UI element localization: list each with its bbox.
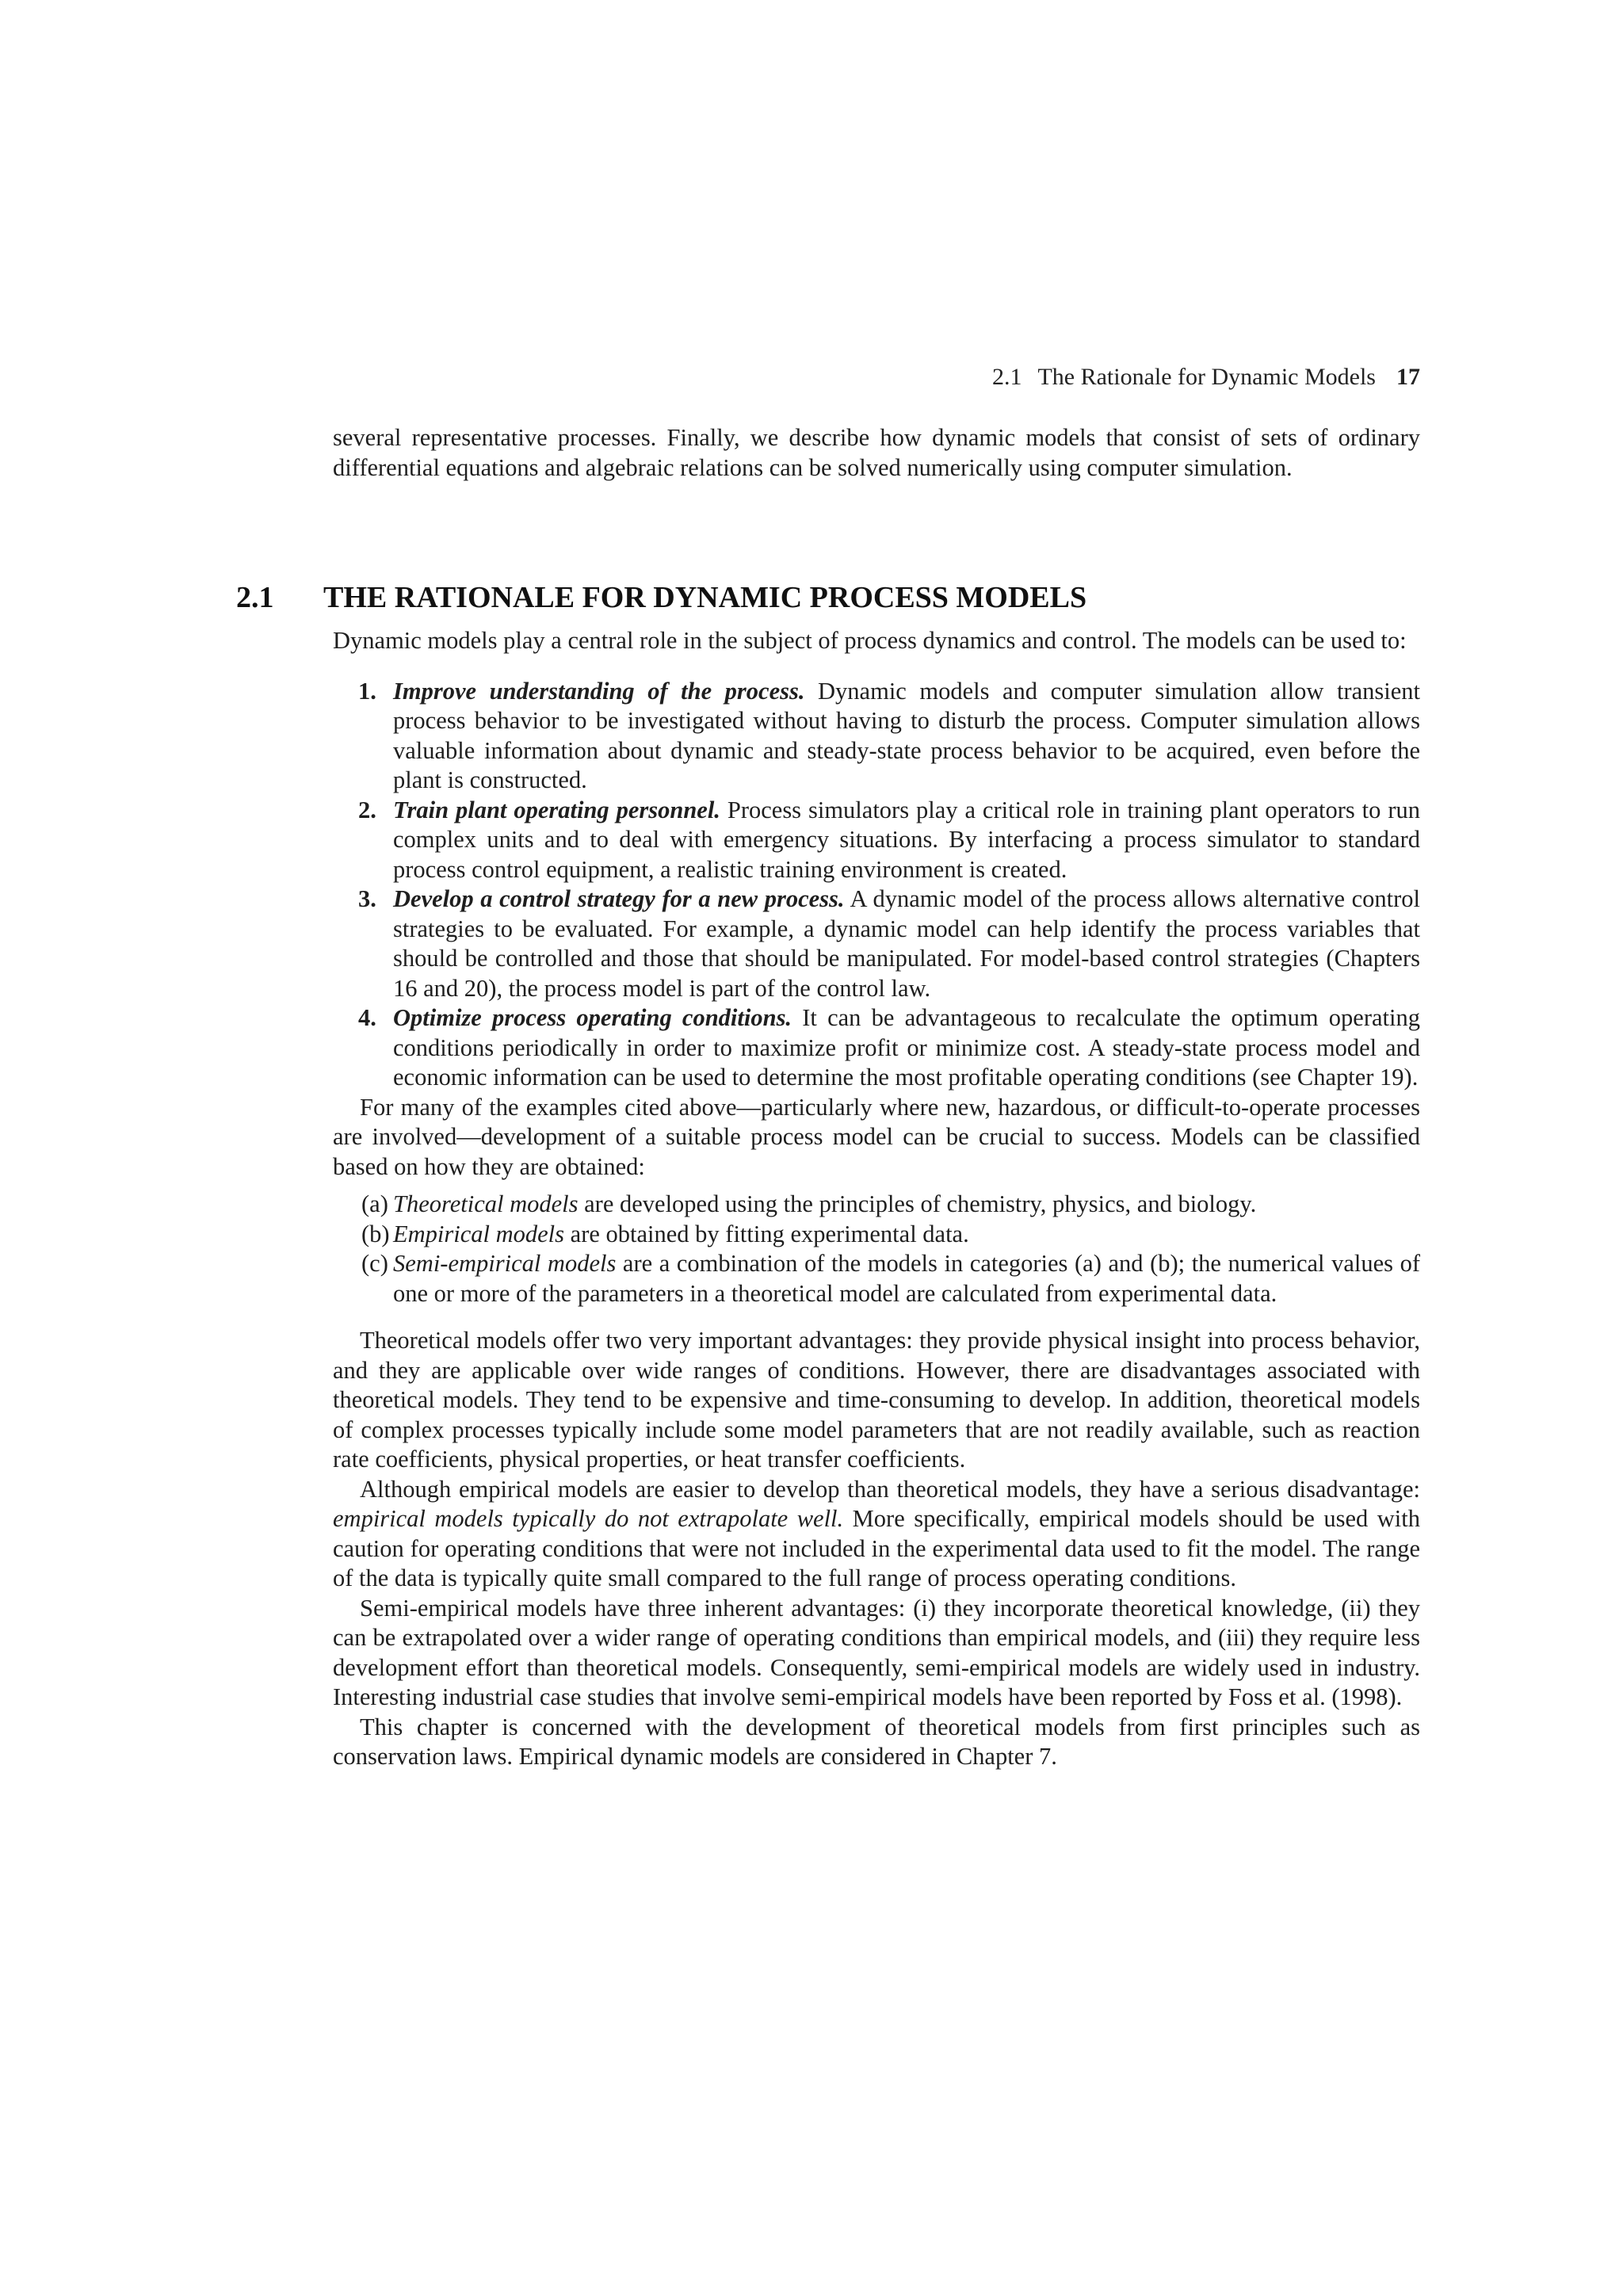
- header-section-number: 2.1: [991, 364, 1022, 390]
- section-title: THE RATIONALE FOR DYNAMIC PROCESS MODELS: [323, 581, 1087, 614]
- list-item-title: Optimize process operating conditions.: [393, 1004, 792, 1031]
- list-item-title: Train plant operating personnel.: [393, 796, 720, 823]
- list-item-title: Improve understanding of the process.: [393, 677, 805, 705]
- list-marker: (a): [361, 1190, 388, 1217]
- list-marker: (c): [361, 1250, 388, 1277]
- list-item-text: A dynamic model of the process allows alternative control strategies to be evaluated. For example, a dynamic model can help identify the process variables that should be controlled and those that should be manipulated. For model-based control strategies (Chapters 16 and 20), the process model is part of the control law.: [393, 885, 1421, 1002]
- running-header: [992, 363, 1420, 392]
- list-item-text: It can be advantageous to recalculate the optimum operating conditions periodically in order to maximize profit or minimize cost. A steady-state process model and economic information can be used to determine the most profitable operating conditions (see Chapter 19).: [393, 1004, 1420, 1091]
- paragraph-empirical-before: Although empirical models are easier to develop than theoretical models, they have a serious disadvantage:: [360, 1475, 1420, 1503]
- list-item: [333, 1003, 1420, 1093]
- list-item-text: Process simulators play a critical role in training plant operators to run complex units and to deal with emergency situations. By interfacing a process simulator to standard process control equipment, a realistic training environment is created.: [393, 796, 1420, 883]
- model-uses-list: [333, 677, 1420, 1093]
- model-type-text: are developed using the principles of chemistry, physics, and biology.: [578, 1190, 1257, 1217]
- paragraph-empirical-after: More specifically, empirical models should be used with caution for operating conditions that were not included in the experimental data used to fit the model. The range of the data is typically quite small compared to the full range of process operating conditions.: [333, 1505, 1421, 1591]
- paragraph-semi-empirical: Semi-empirical models have three inherent advantages: (i) they incorporate theoretical knowledge, (ii) they can be extrapolated over a wider range of operating conditions than empirical models, and (iii) they require less development effort than theoretical models. Consequently, semi-empirical models are widely used in industry. Interesting industrial case studies that involve semi-empirical models have been reported by Foss et al. (1998).: [333, 1594, 1420, 1710]
- list-marker: 4.: [358, 1004, 376, 1031]
- list-marker: (b): [361, 1220, 390, 1247]
- model-type-term: Semi-empirical models: [393, 1250, 617, 1277]
- list-marker: 2.: [358, 796, 376, 823]
- paragraph-empirical: [333, 1475, 1420, 1594]
- list-item: [333, 1190, 1420, 1220]
- model-type-term: Empirical models: [393, 1220, 565, 1247]
- section-number: 2.1: [236, 581, 274, 614]
- list-item-title: Develop a control strategy for a new process.: [393, 885, 845, 912]
- intro-paragraph: [333, 423, 1420, 483]
- intro-text: several representative processes. Finally, we describe how dynamic models that consist of sets of ordinary differential equations and algebraic relations can be solved numerically using computer simulation.: [333, 424, 1420, 481]
- model-type-text: are obtained by fitting experimental data.: [564, 1220, 969, 1247]
- list-item-text: Dynamic models and computer simulation allow transient process behavior to be investigated without having to disturb the process. Computer simulation allows valuable information about dynamic and steady-state process behavior to be acquired, even before the plant is constructed.: [393, 677, 1420, 793]
- list-marker: 1.: [358, 677, 376, 705]
- header-section-title: The Rationale for Dynamic Models: [1037, 364, 1376, 390]
- model-type-term: Theoretical models: [393, 1190, 579, 1217]
- section-body: [333, 626, 1420, 1772]
- model-type-text: are a combination of the models in categories (a) and (b); the numerical values of one or more of the parameters in a theoretical model are calculated from experimental data.: [393, 1250, 1421, 1307]
- list-item: [333, 1220, 1420, 1250]
- list-item: [333, 1249, 1420, 1308]
- section-heading: [236, 579, 1425, 616]
- list-item: [333, 677, 1420, 796]
- model-types-list: [333, 1190, 1420, 1308]
- classification-intro: For many of the examples cited above—particularly where new, hazardous, or difficult-to-operate processes are involved—development of a suitable process model can be crucial to success. Models can be classified based on how they are obtained:: [333, 1093, 1420, 1180]
- paragraph-chapter-scope: This chapter is concerned with the development of theoretical models from first principles such as conservation laws. Empirical dynamic models are considered in Chapter 7.: [333, 1713, 1420, 1770]
- section-lead-in: Dynamic models play a central role in the subject of process dynamics and control. The models can be used to:: [333, 627, 1407, 654]
- list-item: [333, 884, 1420, 1003]
- list-marker: 3.: [358, 885, 376, 912]
- list-item: [333, 796, 1420, 885]
- page-number: 17: [1396, 364, 1420, 390]
- paragraph-empirical-emphasis: empirical models typically do not extrapolate well.: [333, 1505, 844, 1532]
- paragraph-theoretical: Theoretical models offer two very important advantages: they provide physical insight into process behavior, and they are applicable over wide ranges of conditions. However, there are disadvantages associated with theoretical models. They tend to be expensive and time-consuming to develop. In addition, theoretical models of complex processes typically include some model parameters that are not readily available, such as reaction rate coefficients, physical properties, or heat transfer coefficients.: [333, 1327, 1420, 1473]
